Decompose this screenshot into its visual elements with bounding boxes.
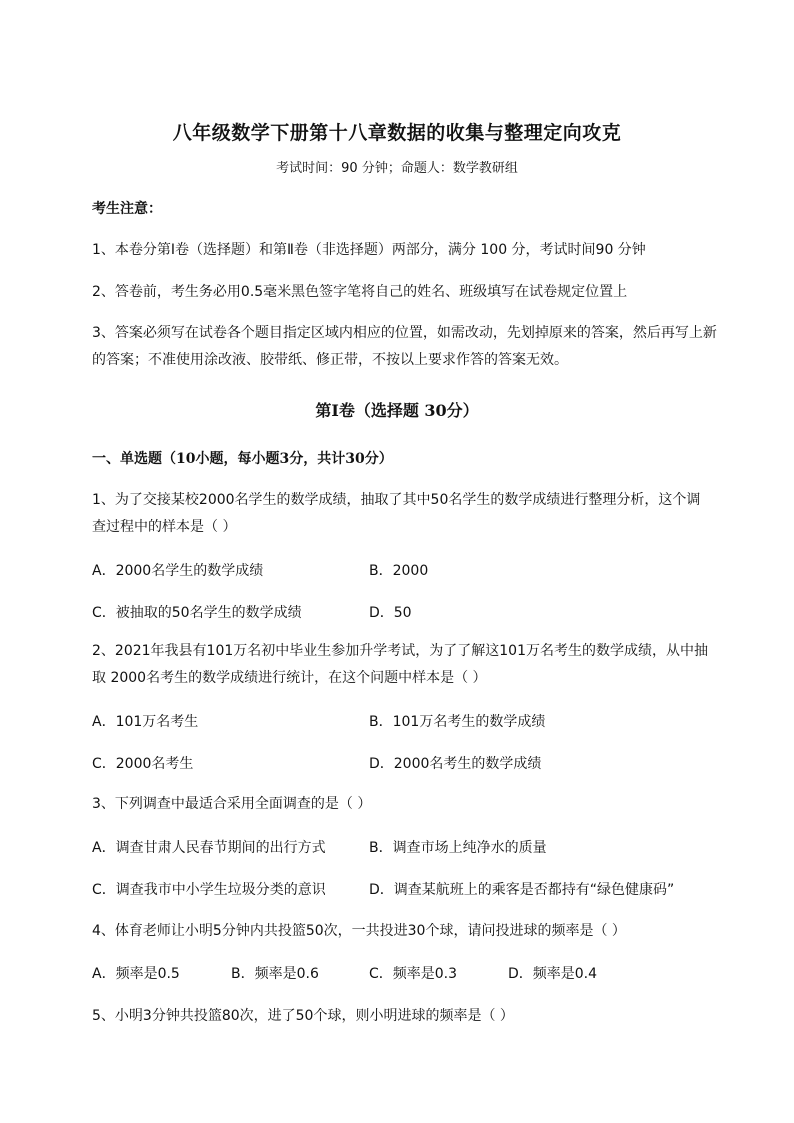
question-3-option-d[interactable]: D．调查某航班上的乘客是否都持有“绿色健康码” <box>369 882 675 898</box>
question-4-option-c[interactable]: C．频率是0.3 <box>369 966 458 982</box>
question-1-option-c[interactable]: C．被抽取的50名学生的数学成绩 <box>92 605 302 621</box>
question-2-stem: 2、2021年我县有101万名初中毕业生参加升学考试，为了了解这101万名考生的数学成绩，从中抽 <box>92 643 708 659</box>
section-title: 第Ⅰ卷（选择题 30分） <box>315 401 479 420</box>
question-3-option-c[interactable]: C．调查我市中小学生垃圾分类的意识 <box>92 882 326 898</box>
question-1-option-d[interactable]: D．50 <box>369 605 412 621</box>
exam-info: 考试时间：90 分钟；命题人：数学教研组 <box>276 161 518 176</box>
page-title: 八年级数学下册第十八章数据的收集与整理定向攻克 <box>172 122 622 144</box>
question-2-option-c[interactable]: C．2000名考生 <box>92 756 194 772</box>
notice-heading: 考生注意： <box>92 201 162 217</box>
question-3-option-a[interactable]: A．调查甘肃人民春节期间的出行方式 <box>92 840 326 856</box>
question-4-option-a[interactable]: A．频率是0.5 <box>92 966 180 982</box>
question-1-stem: 1、为了交接某校2000名学生的数学成绩，抽取了其中50名学生的数学成绩进行整理分析，这个调 <box>92 492 701 508</box>
question-4-option-d[interactable]: D．频率是0.4 <box>508 966 598 982</box>
question-4-option-b[interactable]: B．频率是0.6 <box>231 966 319 982</box>
question-1-stem: 查过程中的样本是（ ） <box>92 519 237 535</box>
question-2-stem: 取 2000名考生的数学成绩进行统计，在这个问题中样本是（ ） <box>92 670 487 686</box>
question-1-option-a[interactable]: A．2000名学生的数学成绩 <box>92 563 264 579</box>
question-2-option-b[interactable]: B．101万名考生的数学成绩 <box>369 714 546 730</box>
question-3-stem: 3、下列调查中最适合采用全面调查的是（ ） <box>92 796 372 812</box>
part-heading: 一、单选题（10小题，每小题3分，共计30分） <box>92 451 393 467</box>
notice-item: 1、本卷分第Ⅰ卷（选择题）和第Ⅱ卷（非选择题）两部分，满分 100 分，考试时间90 分钟 <box>92 242 646 258</box>
question-2-option-a[interactable]: A．101万名考生 <box>92 714 199 730</box>
notice-item: 3、答案必须写在试卷各个题目指定区域内相应的位置，如需改动，先划掉原来的答案，然后再写上新 <box>92 325 717 341</box>
question-1-option-b[interactable]: B．2000 <box>369 563 429 579</box>
question-3-option-b[interactable]: B．调查市场上纯净水的质量 <box>369 840 547 856</box>
question-4-stem: 4、体育老师让小明5分钟内共投篮50次，一共投进30个球，请问投进球的频率是（ ） <box>92 923 626 939</box>
notice-item: 2、答卷前，考生务必用0.5毫米黑色签字笔将自己的姓名、班级填写在试卷规定位置上 <box>92 284 628 300</box>
notice-item: 的答案；不准使用涂改液、胶带纸、修正带，不按以上要求作答的答案无效。 <box>92 352 568 368</box>
question-5-stem: 5、小明3分钟共投篮80次，进了50个球，则小明进球的频率是（ ） <box>92 1008 514 1024</box>
question-2-option-d[interactable]: D．2000名考生的数学成绩 <box>369 756 542 772</box>
